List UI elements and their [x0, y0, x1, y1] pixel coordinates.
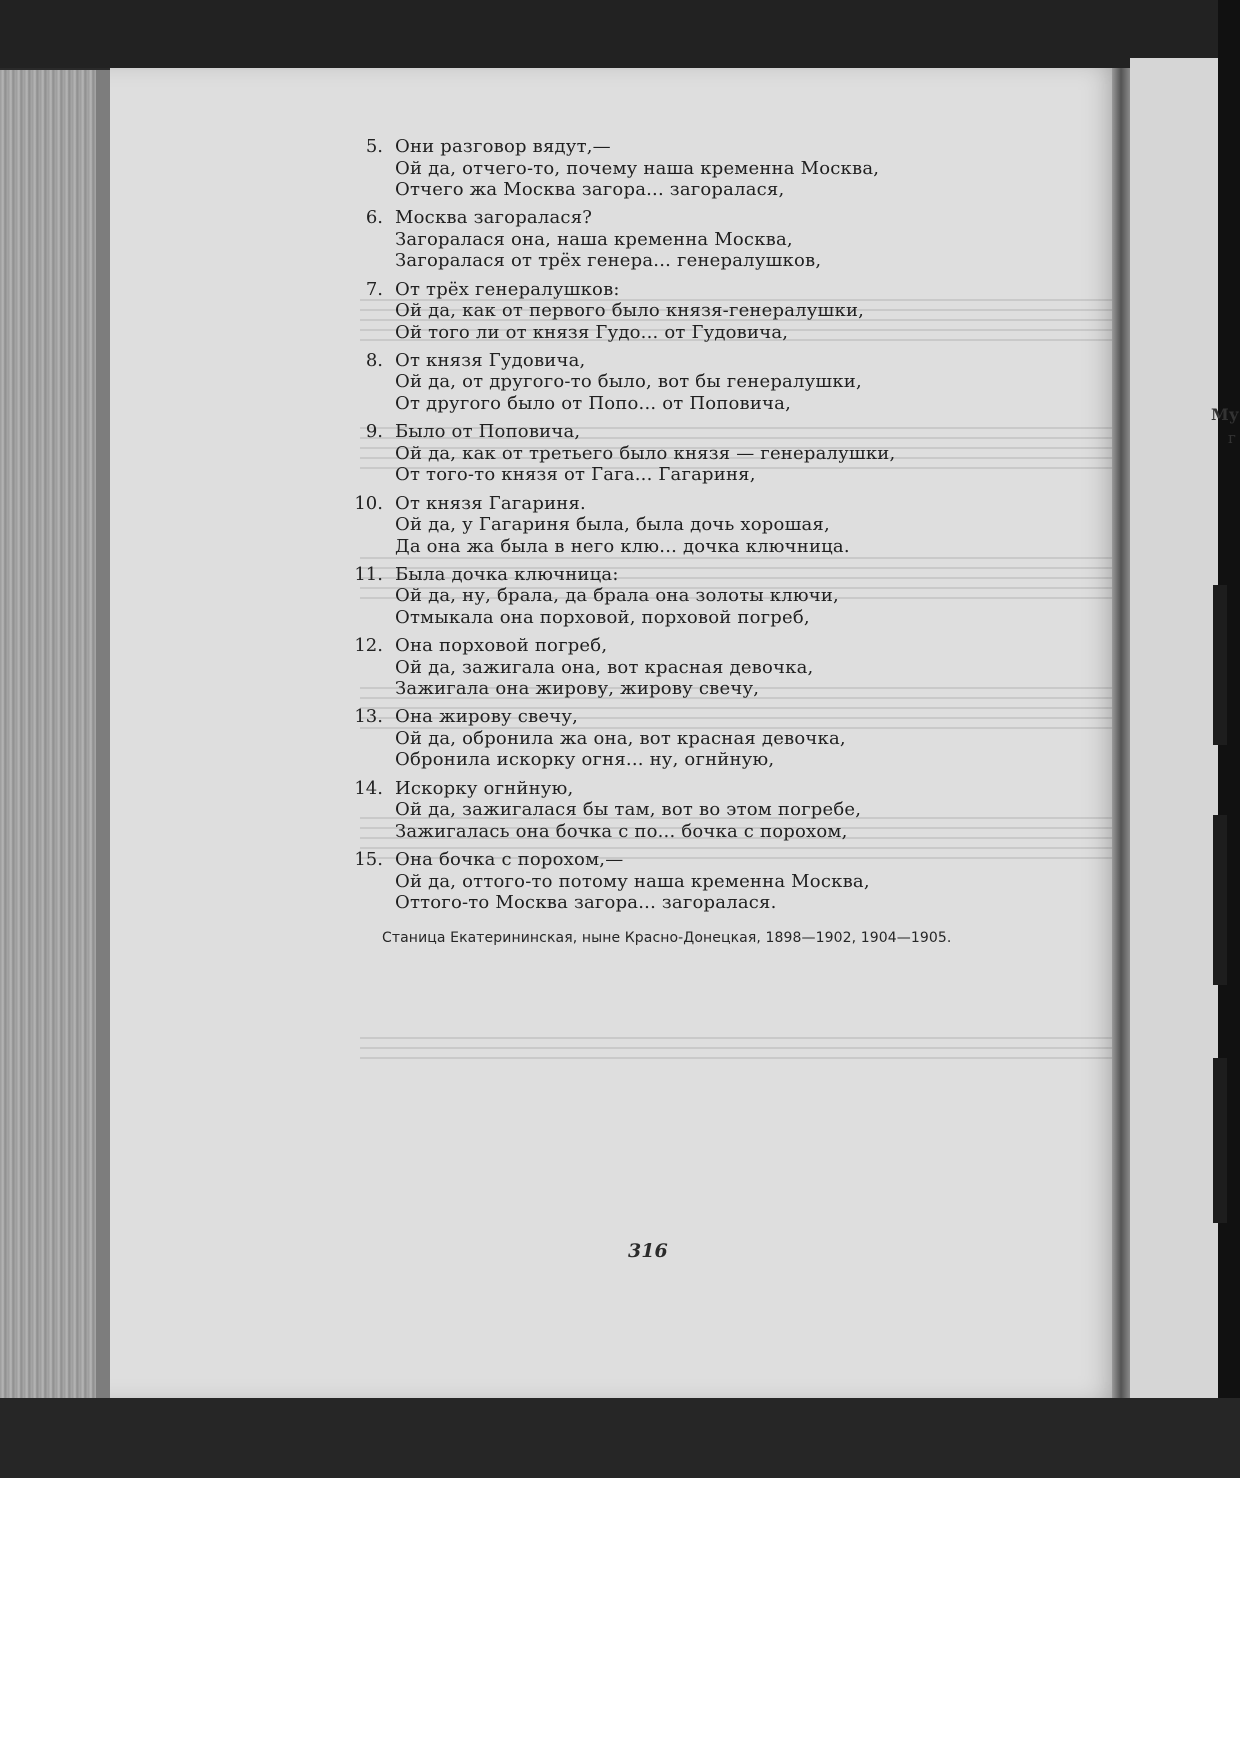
verse-line: Да она жа была в него клю... дочка ключница.: [395, 535, 850, 557]
book-gutter: [1112, 68, 1130, 1413]
verse-line: Зажигалась она бочка с по... бочка с порохом,: [395, 820, 848, 842]
page-number: 316: [628, 1240, 668, 1262]
verse-line: Москва загоралася?: [395, 207, 593, 229]
verse-line: Ой да, как от третьего было князя — генералушки,: [395, 442, 896, 464]
verse-line: Ой да, зажигала она, вот красная девочка,: [395, 656, 814, 678]
verse-line: Ой да, ну, брала, да брала она золоты ключи,: [395, 585, 839, 607]
verse-line: Ой да, как от первого было князя-генералушки,: [395, 300, 865, 322]
verse-line: Зажигала она жирову, жирову свечу,: [395, 678, 760, 700]
verse-number: 14.: [354, 777, 383, 799]
verse-line: Ой да, отчего-то, почему наша кременна Москва,: [395, 157, 880, 179]
verse-number: 9.: [365, 421, 383, 443]
book-edge-shadow: [96, 70, 110, 1400]
staff-bracket: [1213, 585, 1227, 745]
verse-line: От другого было от Попо... от Поповича,: [395, 392, 791, 414]
verse-line: Ой да, оттого-то потому наша кременна Москва,: [395, 870, 870, 892]
verse-line: Она жирову свечу,: [395, 706, 579, 728]
verse-line: Загоралася от трёх генера... генералушков,: [395, 250, 822, 272]
verse-number: 12.: [354, 635, 383, 657]
verse-line: Ой да, зажигалася бы там, вот во этом погребе,: [395, 799, 862, 821]
staff-bracket: [1213, 1058, 1227, 1223]
verse-line: Ой того ли от князя Гудо... от Гудовича,: [395, 321, 789, 343]
verse-line: Она порховой погреб,: [395, 635, 608, 657]
verse-line: Они разговор вядут,—: [395, 136, 611, 157]
right-page-heading: Му: [1211, 405, 1239, 424]
verse-line: От князя Гудовича,: [395, 349, 586, 371]
verse-line: От трёх генералушков:: [395, 278, 620, 300]
verse-line: Ой да, у Гагариня была, была дочь хорошая,: [395, 514, 830, 535]
right-page-subheading: г: [1228, 429, 1236, 447]
scan-bottom-margin: [0, 1398, 1240, 1478]
verse-line: Было от Поповича,: [395, 421, 581, 443]
verse-number: 15.: [354, 849, 383, 870]
verse-line: Она бочка с порохом,—: [395, 849, 624, 870]
verse-line: Искорку огнйную,: [395, 777, 574, 799]
staff-bracket: [1213, 815, 1227, 985]
verse-number: 13.: [354, 706, 383, 728]
source-note: Станица Екатерининская, ныне Красно-Донецкая, 1898—1902, 1904—1905.: [382, 930, 952, 946]
verse-line: От князя Гагариня.: [395, 492, 586, 514]
verse-line: Загоралася она, наша кременна Москва,: [395, 228, 793, 250]
verse-number: 6.: [365, 207, 383, 229]
verse-line: Отчего жа Москва загора... загоралася,: [395, 179, 785, 200]
verse-line: Оттого-то Москва загора... загоралася.: [395, 892, 777, 913]
verse-number: 8.: [365, 349, 383, 371]
verse-number: 7.: [365, 278, 383, 300]
verse-line: Была дочка ключница:: [395, 563, 619, 585]
verse-line: Ой да, от другого-то было, вот бы генералушки,: [395, 371, 862, 393]
verse-line: От того-то князя от Гага... Гагариня,: [395, 464, 756, 486]
right-page: [1130, 58, 1224, 1408]
book-page-edges: [0, 70, 110, 1400]
scan-top-margin: [0, 0, 1240, 68]
verse-number: 10.: [354, 492, 383, 514]
verse-line: Отмыкала она порховой, порховой погреб,: [395, 606, 810, 628]
verse-number: 11.: [354, 563, 383, 585]
verse-number: 5.: [365, 136, 383, 157]
verse-line: Ой да, обронила жа она, вот красная девочка,: [395, 727, 846, 749]
verse-line: Обронила искорку огня... ну, огнйную,: [395, 749, 775, 771]
